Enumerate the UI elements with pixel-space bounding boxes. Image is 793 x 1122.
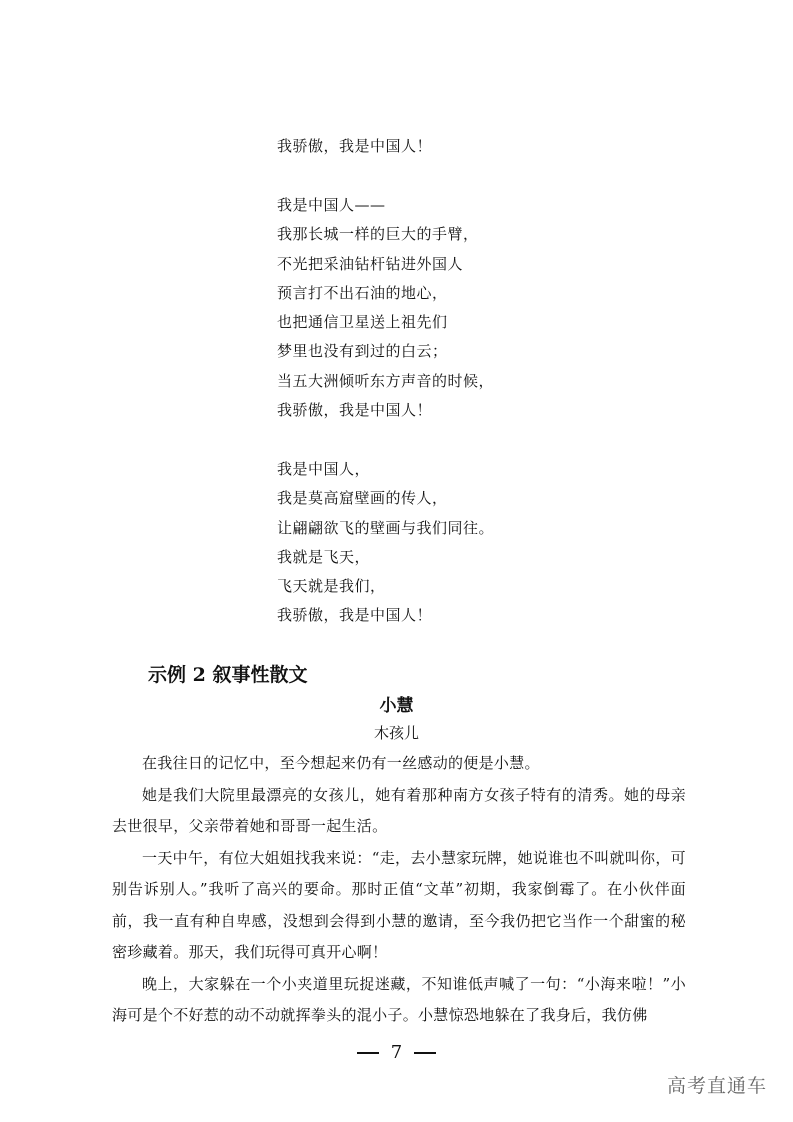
- poem-line: 当五大洲倾听东方声音的时候，: [277, 371, 495, 390]
- essay-title: 小慧: [379, 696, 414, 716]
- poem-stanza-1: [277, 132, 577, 161]
- poem-line: 我骄傲，我是中国人！: [277, 606, 433, 625]
- left-dash: [357, 1052, 379, 1054]
- poem-line: 我骄傲，我是中国人！: [277, 137, 433, 155]
- essay-paragraph: 她是我们大院里最漂亮的女孩儿，她有着那种南方女孩子特有的清秀。她的母亲去世很早，父亲带着她和哥哥一起生活。: [112, 785, 686, 835]
- poem-line: 也把通信卫星送上祖先们: [277, 313, 448, 332]
- poem-line: 飞天就是我们，: [277, 577, 386, 596]
- poem-line: 我是中国人——: [277, 196, 386, 214]
- section-heading: 示例 2 叙事性散文: [148, 664, 308, 686]
- page-number-value: 7: [390, 1042, 403, 1063]
- poem-line: 梦里也没有到过的白云；: [277, 342, 448, 361]
- poem-line: 让翩翩欲飞的壁画与我们同往。: [277, 518, 495, 537]
- essay-author: 木孩儿: [373, 724, 419, 742]
- poem-line: 我是中国人，: [277, 460, 371, 478]
- page-number: [0, 1042, 793, 1063]
- poem-line: 预言打不出石油的地心，: [277, 283, 448, 302]
- poem-stanza-3: [277, 455, 577, 631]
- essay-paragraph: 在我往日的记忆中，至今想起来仍有一丝感动的便是小慧。: [142, 754, 540, 772]
- watermark: 高考直通车: [666, 1075, 767, 1097]
- essay-paragraph: 一天中午，有位大姐姐找我来说：“走，去小慧家玩牌，她说谁也不叫就叫你，可别告诉别人。”我听了高兴的要命。那时正值“文革”初期，我家倒霉了。在小伙伴面前，我一直有种自卑感，没想到会得到小慧的邀请，至今我仍把它当作一个甜蜜的秘密珍藏着。那天，我们玩得可真开心啊！: [112, 848, 686, 961]
- poem-line: 我骄傲，我是中国人！: [277, 401, 433, 420]
- right-dash: [414, 1052, 436, 1054]
- poem-stanza-2: [277, 191, 577, 425]
- poem-line: 我是莫高窟壁画的传人，: [277, 489, 448, 508]
- poem-line: 我那长城一样的巨大的手臂，: [277, 225, 479, 244]
- essay-body: [112, 748, 686, 1032]
- poem-line: 不光把采油钻杆钻进外国人: [277, 254, 464, 273]
- essay-paragraph: 晚上，大家躲在一个小夹道里玩捉迷藏，不知谁低声喊了一句：“小海来啦！”小海可是个不好惹的动不动就挥拳头的混小子。小慧惊恐地躲在了我身后，我仿佛: [112, 974, 686, 1024]
- poem-line: 我就是飞天，: [277, 547, 371, 566]
